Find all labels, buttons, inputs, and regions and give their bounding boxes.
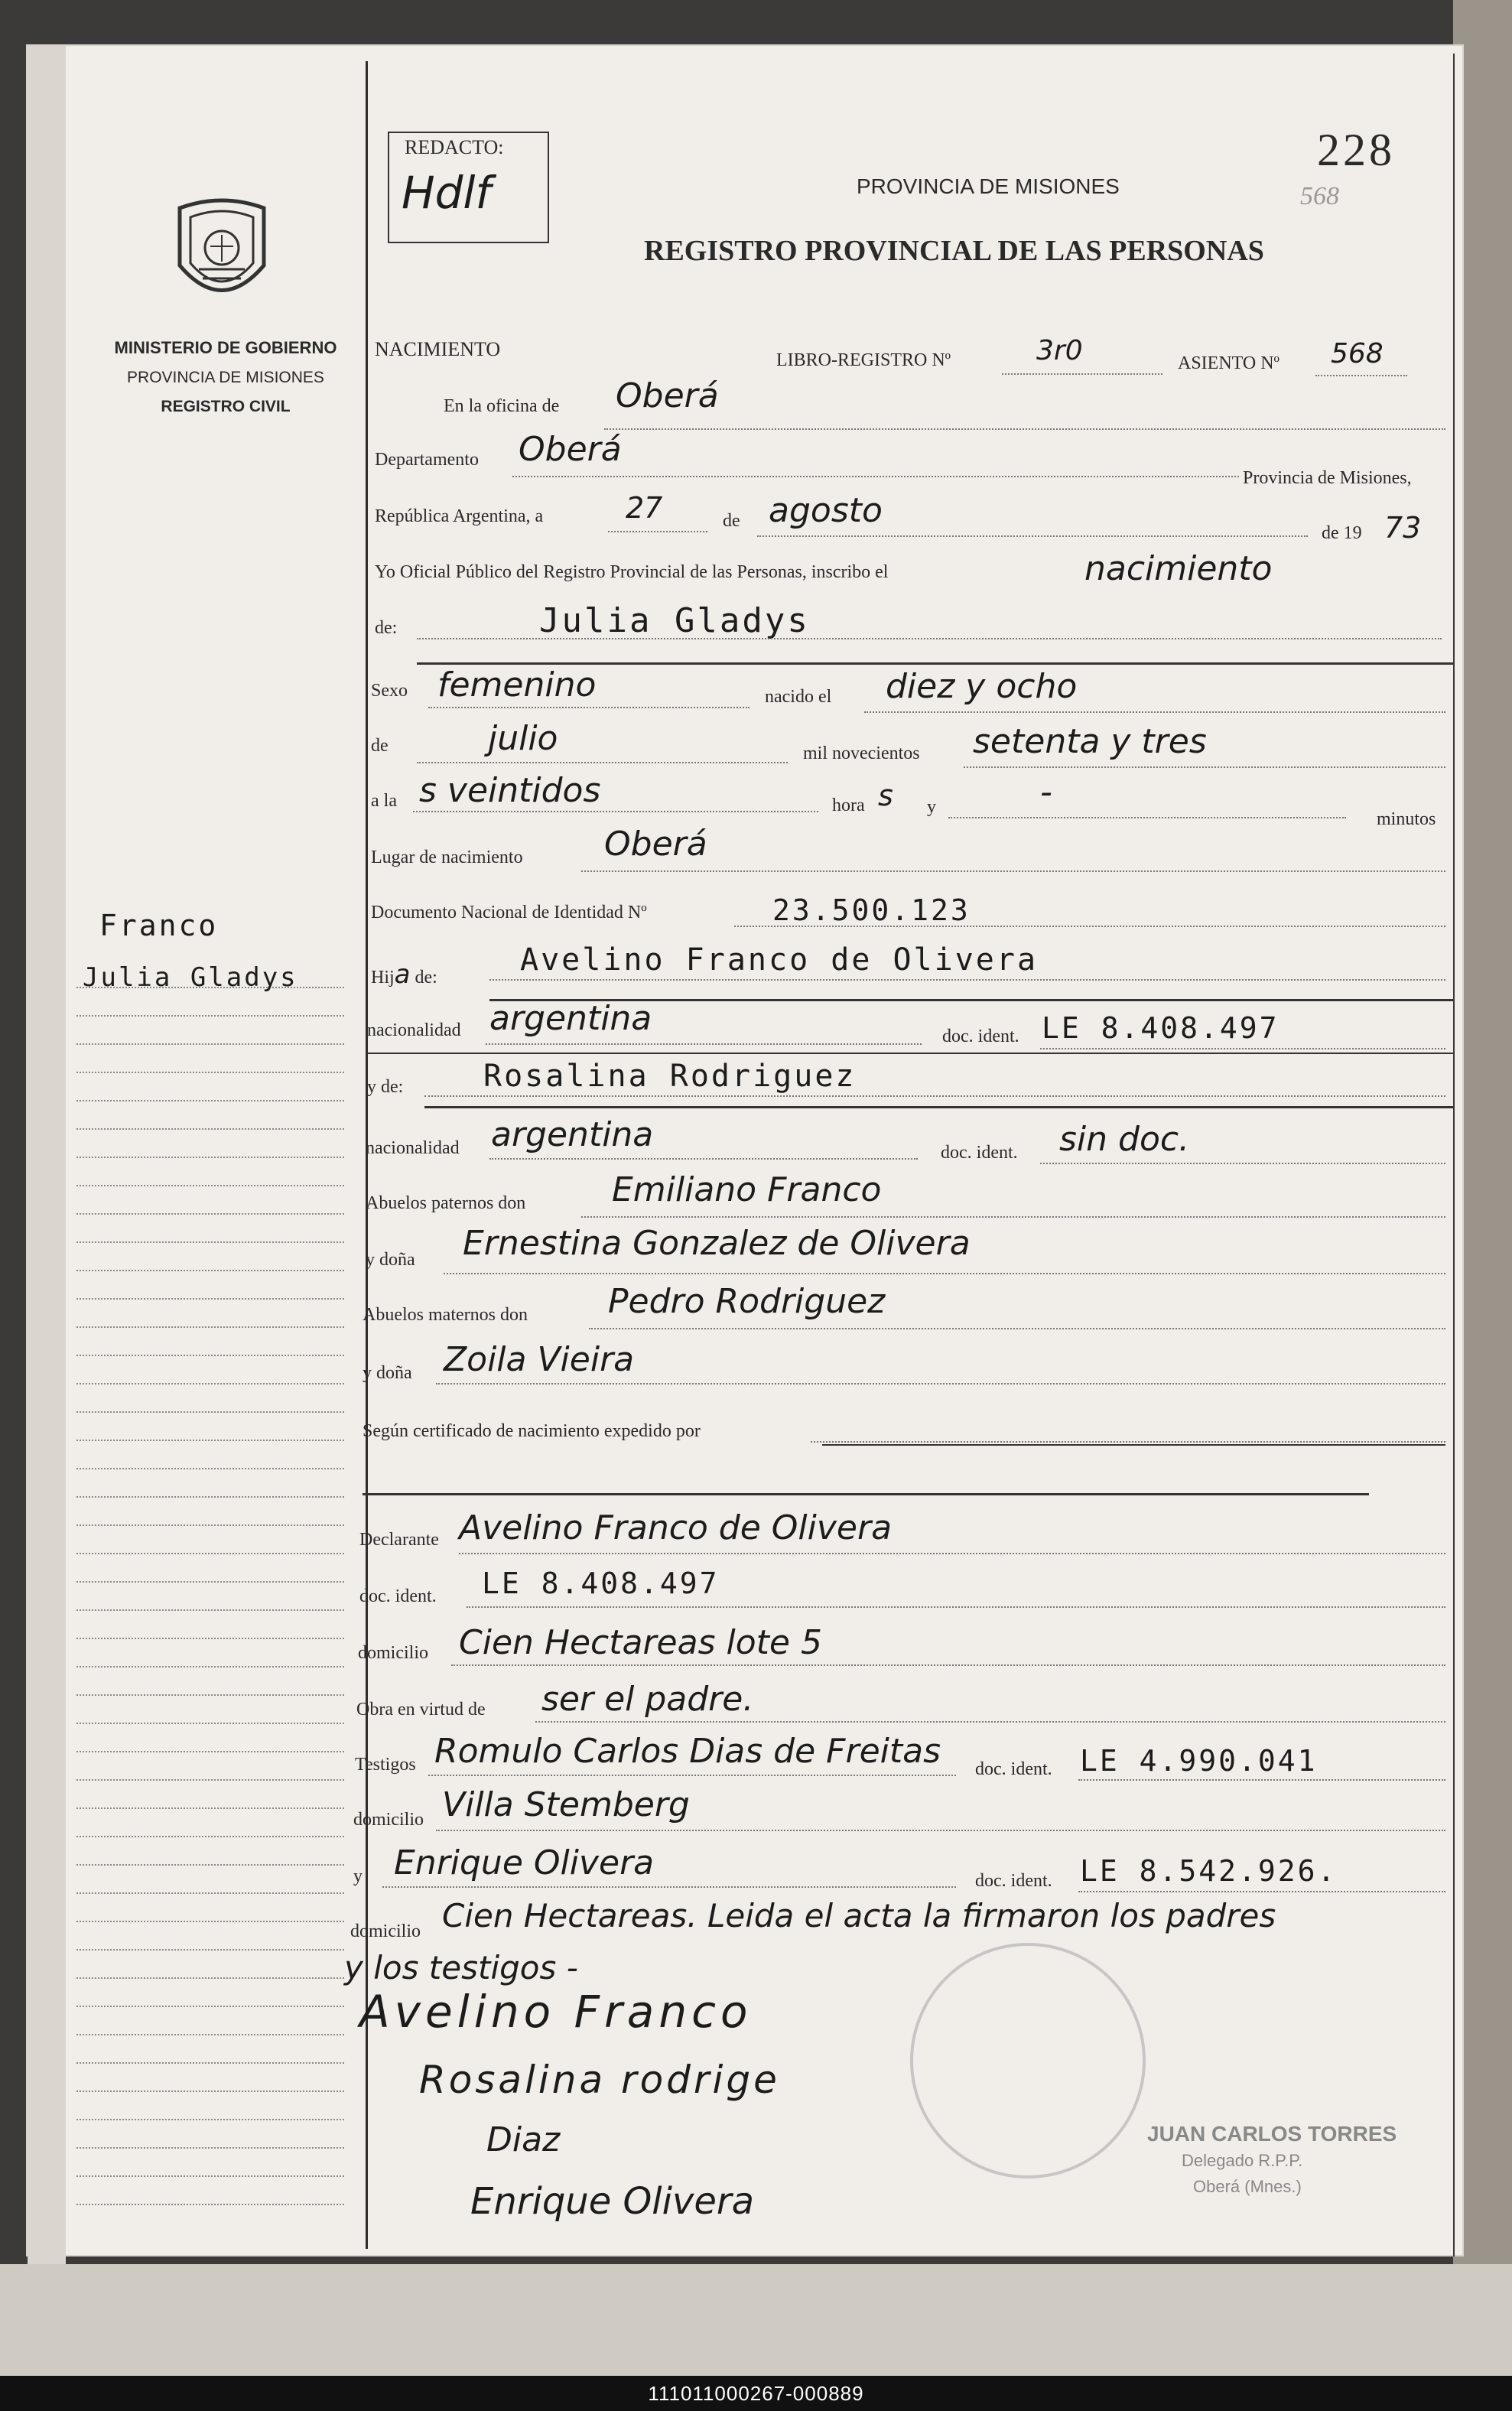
yde-label: y de: [367,1077,404,1097]
t2-dom-value: Cien Hectareas. Leida el acta la firmaron los padres [442,1897,1276,1934]
signature-witness2: Enrique Olivera [470,2180,755,2223]
y-min-label: y [927,797,936,817]
decl-dom-value: Cien Hectareas lote 5 [459,1623,822,1662]
margin-line [76,1977,344,1979]
asiento-value: 568 [1331,338,1384,369]
margin-line [76,2175,344,2177]
nombre-value: Julia Gladys [539,601,810,640]
mes-value: agosto [769,491,883,530]
margin-line [76,1270,344,1271]
background-bottom [0,2264,1512,2379]
margin-line [76,1807,344,1809]
margin-line [76,1411,344,1413]
signature-father: Avelino Franco [359,1986,753,2038]
margin-line [76,1355,344,1356]
lugar-value: Oberá [604,825,707,864]
margin-line [76,2034,344,2035]
margin-line [76,1213,344,1215]
doc1-label: doc. ident. [942,1027,1019,1046]
margin-line [76,1524,344,1526]
provincia-label: Provincia de Misiones, [1243,468,1412,488]
nacionalidad2-label: nacionalidad [366,1138,460,1158]
ab-pat2-value: Ernestina Gonzalez de Olivera [463,1224,971,1263]
ydona1-label: y doña [366,1250,415,1270]
margin-line [76,1383,344,1384]
testigo2-value: Enrique Olivera [394,1843,655,1882]
record-type: NACIMIENTO [375,338,501,360]
right-rule [1453,54,1455,2256]
margin-line [76,2062,344,2064]
sexo-label: Sexo [371,681,408,701]
signature-mother: Rosalina rodrige [419,2058,780,2102]
testigo1-value: Romulo Carlos Dias de Freitas [434,1732,941,1771]
margin-names: Julia Gladys [83,962,298,993]
de-mes-label: de [723,511,740,531]
redacto-box [388,132,549,243]
ministry-line3: REGISTRO CIVIL [161,398,291,415]
margin-line [76,1723,344,1724]
decl-doc-label: doc. ident. [359,1586,437,1606]
margin-line [76,1015,344,1017]
mes-nac-value: julio [488,719,558,758]
obra-value: ser el padre. [541,1680,754,1719]
ydona2-label: y doña [363,1363,412,1383]
official-place: Oberá (Mnes.) [1193,2177,1302,2196]
margin-line [76,1157,344,1158]
t1-doc-value: LE 4.990.041 [1080,1744,1318,1778]
t2-doc-label: doc. ident. [975,1871,1052,1891]
margin-line [76,1921,344,1922]
province-title: PROVINCIA DE MISIONES [857,174,1120,198]
obra-label: Obra en virtud de [356,1700,486,1720]
mil-value: setenta y tres [973,722,1207,761]
nacido-value: diez y ocho [886,667,1078,706]
document-id-footer: 111011000267-000889 [0,2376,1512,2411]
libro-label: LIBRO-REGISTRO Nº [776,350,951,370]
redacto-initials: Hdlf [402,167,491,219]
registry-seal [910,1943,1146,2178]
official-title: Delegado R.P.P. [1182,2151,1303,2170]
t2-doc-value: LE 8.542.926. [1080,1854,1338,1888]
margin-line [76,1949,344,1951]
y-t2-label: y [353,1866,363,1886]
mil-label: mil novecientos [803,743,920,763]
hija-label: Hija de: [371,959,437,990]
ab-pat-label: Abuelos paternos don [366,1193,526,1213]
decl-doc-value: LE 8.408.497 [482,1567,720,1600]
margin-line [76,1298,344,1300]
margin-line [76,1836,344,1837]
doc2-value: sin doc. [1059,1120,1190,1159]
t1-doc-label: doc. ident. [975,1759,1052,1779]
hora-text-value: s veintidos [419,771,601,810]
asiento-label: ASIENTO Nº [1178,353,1280,373]
dni-value: 23.500.123 [772,893,971,927]
margin-line [76,1241,344,1243]
decl-dom-label: domicilio [358,1643,428,1663]
oficina-label: En la oficina de [444,396,560,416]
ab-mat-value: Pedro Rodriguez [608,1282,886,1321]
hora-value: s [878,779,893,812]
min-value: - [1040,773,1052,812]
margin-line [76,1609,344,1611]
declarante-label: Declarante [359,1530,439,1550]
margin-line [76,1326,344,1328]
de-mes-nac-label: de [371,736,389,756]
provincial-emblem [164,193,279,315]
nacionalidad2-value: argentina [491,1115,654,1154]
margin-line [76,2119,344,2120]
ab-mat2-value: Zoila Vieira [444,1340,635,1379]
margin-line [76,1666,344,1668]
hora-label: hora [832,796,865,815]
doc2-label: doc. ident. [941,1143,1018,1163]
registry-title: REGISTRO PROVINCIAL DE LAS PERSONAS [644,235,1264,267]
t2-dom-cont: y los testigos - [344,1949,578,1986]
oficina-value: Oberá [616,376,719,415]
margin-line [76,1185,344,1186]
lugar-label: Lugar de nacimiento [371,848,523,867]
acto-value: nacimiento [1084,549,1273,588]
redacto-label: REDACTO: [405,136,504,158]
margin-line [76,2091,344,2092]
nombre-label: de: [375,618,398,638]
anio-label: de 19 [1322,523,1362,543]
departamento-value: Oberá [519,430,622,469]
margin-line [76,1128,344,1130]
margin-line [76,1694,344,1696]
minutos-label: minutos [1377,809,1436,829]
madre-value: Rosalina Rodriguez [483,1059,857,1094]
libro-value: 3r0 [1036,335,1083,366]
margin-line [76,2147,344,2149]
anio-value: 73 [1384,511,1422,545]
margin-surname: Franco [99,909,219,942]
ab-pat-value: Emiliano Franco [612,1170,882,1209]
yo-oficial-label: Yo Oficial Público del Registro Provincial de las Personas, inscribo el [375,562,889,582]
departamento-label: Departamento [375,450,479,470]
dia-value: 27 [626,491,663,525]
ala-label: a la [371,791,397,811]
ministry-line1: MINISTERIO DE GOBIERNO [114,338,337,357]
dni-label: Documento Nacional de Identidad Nº [371,903,647,922]
nacido-label: nacido el [765,687,832,707]
ministry-line2: PROVINCIA DE MISIONES [127,369,324,386]
certificado-label: Según certificado de nacimiento expedido por [363,1421,701,1441]
margin-line [76,1638,344,1639]
margin-line [76,1100,344,1101]
margin-line [76,1581,344,1583]
margin-line [76,2006,344,2007]
margin-line [76,1440,344,1441]
testigos-label: Testigos [355,1755,416,1775]
margin-line [76,1496,344,1498]
margin-line [76,1779,344,1781]
nacionalidad1-label: nacionalidad [367,1020,461,1040]
folio-sub-number: 568 [1300,182,1339,210]
margin-line [76,1072,344,1073]
declarante-value: Avelino Franco de Olivera [459,1508,893,1547]
binding-strip [28,46,66,2264]
t2-dom-label: domicilio [350,1921,421,1941]
ab-mat-label: Abuelos maternos don [363,1305,528,1325]
margin-line [76,1553,344,1554]
t1-dom-value: Villa Stemberg [442,1785,690,1824]
t1-dom-label: domicilio [353,1810,424,1830]
folio-number: 228 [1317,125,1395,175]
official-name: JUAN CARLOS TORRES [1147,2122,1397,2146]
margin-line [76,1892,344,1894]
margin-line [76,1468,344,1469]
margin-line [76,1864,344,1866]
nacionalidad1-value: argentina [489,999,652,1038]
margin-line [76,1751,344,1752]
margin-line [76,1043,344,1045]
margin-line [76,2204,344,2205]
sexo-value: femenino [437,665,597,704]
signature-witness1: Diaz [486,2120,561,2159]
doc1-value: LE 8.408.497 [1042,1011,1280,1045]
padre-value: Avelino Franco de Olivera [520,942,1039,978]
republica-label: República Argentina, a [375,506,544,526]
